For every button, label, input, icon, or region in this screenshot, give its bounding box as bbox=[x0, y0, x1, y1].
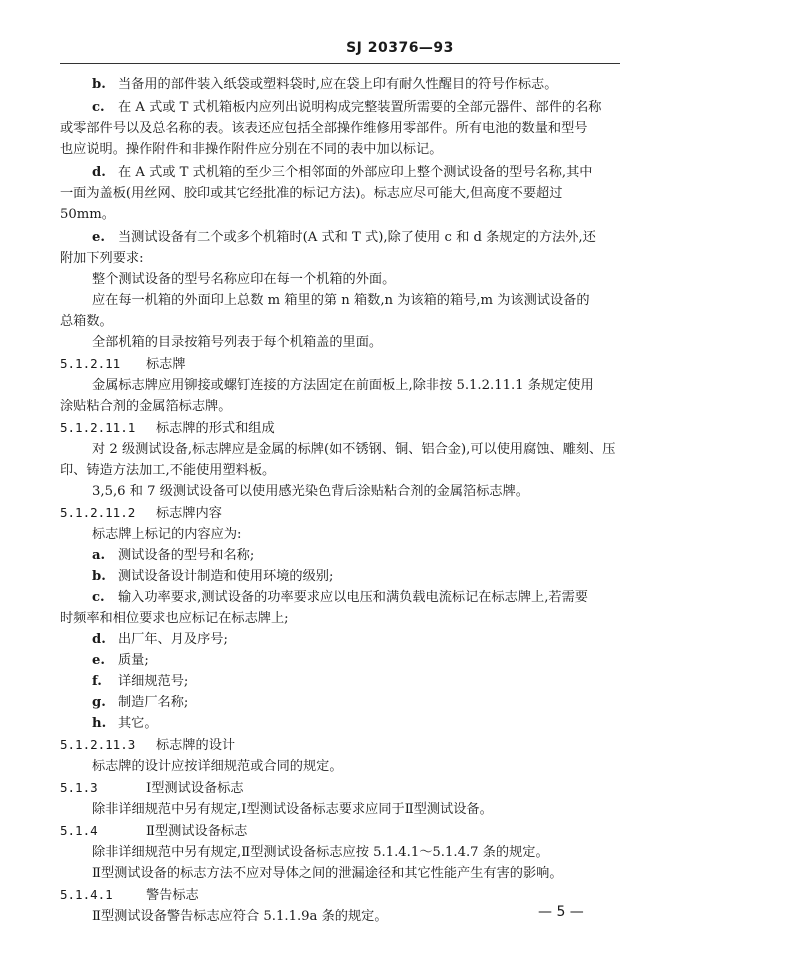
item-label: b. bbox=[92, 569, 106, 584]
paragraph-line: 涂贴粘合剂的金属箔标志牌。 bbox=[60, 399, 232, 414]
paragraph-line: 对 2 级测试设备,标志牌应是金属的标牌(如不锈钢、铜、铝合金),可以使用腐蚀、雕刻、压 bbox=[92, 442, 616, 457]
paragraph-line: 除非详细规范中另有规定,Ⅰ型测试设备标志要求应同于Ⅱ型测试设备。 bbox=[92, 802, 493, 817]
item-label: e. bbox=[92, 230, 105, 245]
section-title: 标志牌 bbox=[146, 357, 186, 372]
item-label: d. bbox=[92, 632, 106, 647]
paragraph-line: 时频率和相位要求也应标记在标志牌上; bbox=[60, 611, 289, 626]
paragraph-line: 一面为盖板(用丝网、胶印或其它经批准的标记方法)。标志应尽可能大,但高度不要超过 bbox=[60, 186, 563, 201]
section-title: 警告标志 bbox=[146, 888, 199, 903]
section-title: 标志牌的设计 bbox=[156, 738, 236, 753]
paragraph-line: Ⅱ型测试设备的标志方法不应对导体之间的泄漏途径和其它性能产生有害的影响。 bbox=[92, 866, 563, 881]
list-item bbox=[60, 74, 620, 95]
section-title: 标志牌的形式和组成 bbox=[156, 421, 275, 436]
section-number: 5.1.4 bbox=[60, 823, 98, 838]
item-label: b. bbox=[92, 77, 106, 92]
section-number: 5.1.2.11.2 bbox=[60, 505, 136, 520]
section-title: Ⅱ型测试设备标志 bbox=[146, 824, 248, 839]
list-item bbox=[60, 97, 620, 118]
item-text: 当测试设备有二个或多个机箱时(A 式和 T 式),除了使用 c 和 d 条规定的方法外,还 bbox=[118, 230, 596, 245]
section-number: 5.1.2.11 bbox=[60, 356, 121, 371]
item-label: f. bbox=[92, 674, 102, 689]
paragraph-line: 金属标志牌应用铆接或螺钉连接的方法固定在前面板上,除非按 5.1.2.11.1 条规定使用 bbox=[92, 378, 594, 393]
paragraph-line: 或零部件号以及总名称的表。该表还应包括全部操作维修用零部件。所有电池的数量和型号 bbox=[60, 121, 588, 136]
item-label: c. bbox=[92, 100, 105, 115]
item-text: 详细规范号; bbox=[118, 674, 189, 689]
list-item bbox=[60, 545, 620, 566]
list-item bbox=[60, 587, 620, 608]
item-text: 制造厂名称; bbox=[118, 695, 189, 710]
item-text: 测试设备的型号和名称; bbox=[118, 548, 255, 563]
document-body bbox=[60, 74, 620, 927]
section-heading bbox=[60, 777, 620, 799]
item-label: h. bbox=[92, 716, 107, 731]
item-label: g. bbox=[92, 695, 106, 710]
list-item bbox=[60, 713, 620, 734]
document-code-header: SJ 20376—93 bbox=[346, 40, 454, 56]
paragraph-line: 附加下列要求: bbox=[60, 251, 144, 266]
item-text: 输入功率要求,测试设备的功率要求应以电压和满负载电流标记在标志牌上,若需要 bbox=[118, 590, 588, 605]
section-heading bbox=[60, 417, 620, 439]
item-text: 出厂年、月及序号; bbox=[118, 632, 228, 647]
paragraph-line: 标志牌上标记的内容应为: bbox=[92, 527, 242, 542]
paragraph-line: 除非详细规范中另有规定,Ⅱ型测试设备标志应按 5.1.4.1～5.1.4.7 条的规定。 bbox=[92, 845, 549, 860]
section-title: 标志牌内容 bbox=[156, 506, 222, 521]
item-text: 当备用的部件装入纸袋或塑料袋时,应在袋上印有耐久性醒目的符号作标志。 bbox=[118, 77, 558, 92]
list-item bbox=[60, 566, 620, 587]
paragraph-line: 应在每一机箱的外面印上总数 m 箱里的第 n 箱数,n 为该箱的箱号,m 为该测试设备的 bbox=[92, 293, 590, 308]
header-rule bbox=[60, 63, 620, 64]
section-number: 5.1.2.11.1 bbox=[60, 420, 136, 435]
item-text: 其它。 bbox=[118, 716, 158, 731]
item-label: d. bbox=[92, 165, 106, 180]
page-number: — 5 — bbox=[538, 904, 584, 920]
section-number: 5.1.2.11.3 bbox=[60, 737, 136, 752]
paragraph-line: 也应说明。操作附件和非操作附件应分别在不同的表中加以标记。 bbox=[60, 142, 443, 157]
paragraph-line: Ⅱ型测试设备警告标志应符合 5.1.1.9a 条的规定。 bbox=[92, 909, 388, 924]
item-label: e. bbox=[92, 653, 105, 668]
list-item bbox=[60, 629, 620, 650]
section-number: 5.1.3 bbox=[60, 780, 98, 795]
paragraph-line: 标志牌的设计应按详细规范或合同的规定。 bbox=[92, 759, 343, 774]
section-heading bbox=[60, 884, 620, 906]
paragraph-line: 整个测试设备的型号名称应印在每一个机箱的外面。 bbox=[92, 272, 396, 287]
paragraph-line: 3,5,6 和 7 级测试设备可以使用感光染色背后涂贴粘合剂的金属箔标志牌。 bbox=[92, 484, 529, 499]
paragraph-line: 50mm。 bbox=[60, 207, 115, 222]
paragraph-line: 全部机箱的目录按箱号列表于每个机箱盖的里面。 bbox=[92, 335, 383, 350]
list-item bbox=[60, 162, 620, 183]
section-heading bbox=[60, 502, 620, 524]
item-text: 在 A 式或 T 式机箱的至少三个相邻面的外部应印上整个测试设备的型号名称,其中 bbox=[118, 165, 593, 180]
list-item bbox=[60, 671, 620, 692]
list-item bbox=[60, 650, 620, 671]
section-heading bbox=[60, 734, 620, 756]
paragraph-line: 印、铸造方法加工,不能使用塑料板。 bbox=[60, 463, 276, 478]
section-heading bbox=[60, 353, 620, 375]
item-text: 在 A 式或 T 式机箱板内应列出说明构成完整装置所需要的全部元器件、部件的名称 bbox=[118, 100, 602, 115]
list-item bbox=[60, 227, 620, 248]
item-label: a. bbox=[92, 548, 106, 563]
section-heading bbox=[60, 820, 620, 842]
item-label: c. bbox=[92, 590, 105, 605]
list-item bbox=[60, 692, 620, 713]
paragraph-line: 总箱数。 bbox=[60, 314, 113, 329]
item-text: 质量; bbox=[118, 653, 149, 668]
section-number: 5.1.4.1 bbox=[60, 887, 113, 902]
section-title: Ⅰ型测试设备标志 bbox=[146, 781, 244, 796]
item-text: 测试设备设计制造和使用环境的级别; bbox=[118, 569, 334, 584]
